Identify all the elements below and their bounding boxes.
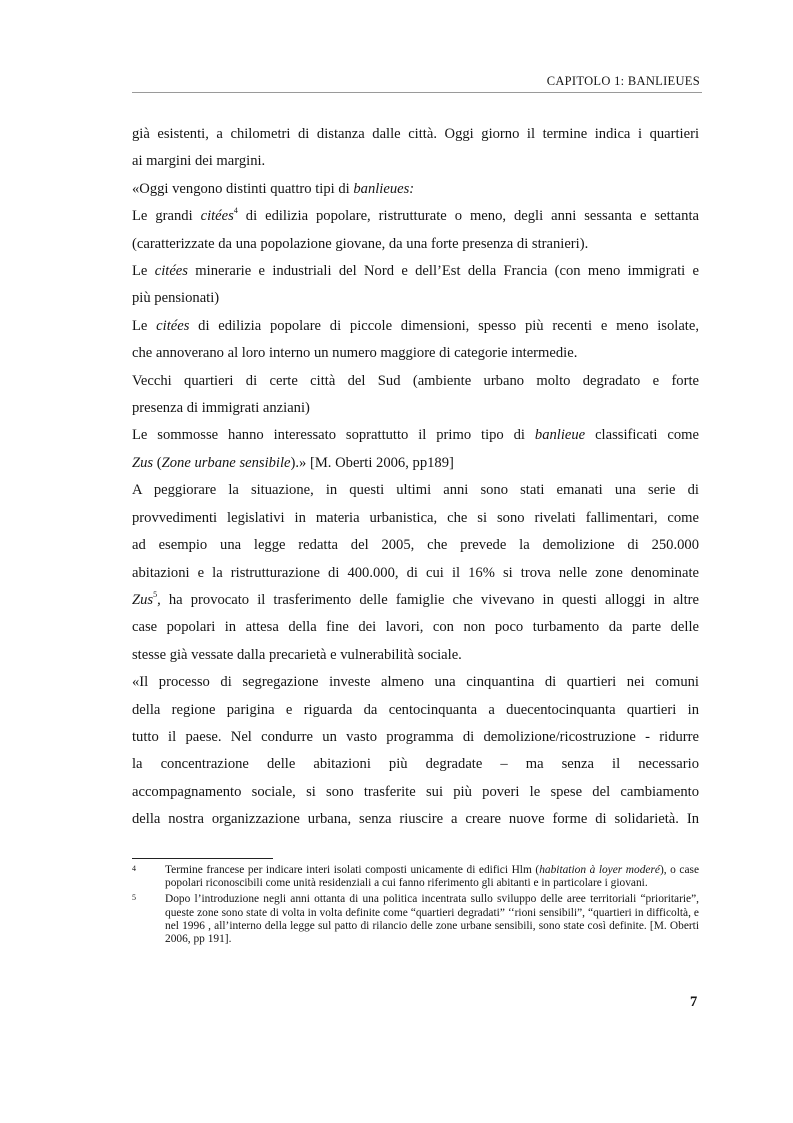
- paragraph-line: della regione parigina e riguarda da centocinquanta a duecentocinquanta quartieri in: [132, 701, 699, 718]
- paragraph-line: più pensionati): [132, 290, 220, 307]
- body-text: [132, 121, 699, 834]
- paragraph-line: (caratterizzate da una popolazione giovane, da una forte presenza di stranieri).: [132, 235, 589, 252]
- paragraph-line: A peggiorare la situazione, in questi ultimi anni sono stati emanati una serie di: [132, 482, 699, 499]
- paragraph-line: già esistenti, a chilometri di distanza dalle città. Oggi giorno il termine indica i quartieri: [132, 126, 699, 142]
- header-rule: [132, 92, 702, 93]
- paragraph-line: Le grandi citées$^4$ di edilizia popolare, ristrutturate o meno, degli anni sessanta e settanta: [132, 206, 699, 225]
- paragraph-line: tutto il paese. Nel condurre un vasto programma di demolizione/ricostruzione - ridurre: [132, 728, 699, 745]
- footnote-ref-5: 5: [153, 590, 158, 600]
- footnote-separator: [132, 858, 273, 859]
- paragraph-line: abitazioni e la ristrutturazione di 400.000, di cui il 16% si trova nelle zone denominate: [132, 564, 699, 581]
- footnote-4: 4 Termine francese per indicare interi isolati composti unicamente di edifici Hlm (habitation à loyer moderé), o case popolari riconoscibili come unità residenziali a cui fanno riferimento gli abitanti e in particolare i giovani.: [132, 864, 699, 890]
- paragraph-line: Le sommosse hanno interessato soprattutto il primo tipo di banlieue classificati come: [132, 427, 699, 444]
- paragraph-line: Le citées minerarie e industriali del Nord e dell’Est della Francia (con meno immigrati e: [132, 263, 699, 280]
- paragraph-line: Zus$^5$, ha provocato il trasferimento delle famiglie che vivevano in questi alloggi in altre: [132, 590, 699, 608]
- paragraph-line: Vecchi quartieri di certe città del Sud (ambiente urbano molto degradato e forte: [132, 372, 699, 389]
- running-header: CAPITOLO 1: BANLIEUES: [546, 74, 700, 88]
- paragraph-line: che annoverano al loro interno un numero maggiore di categorie intermedie.: [132, 345, 578, 362]
- paragraph-line: stesse già vessate dalla precarietà e vulnerabilità sociale.: [132, 646, 462, 663]
- paragraph-line: case popolari in attesa della fine dei lavori, con non poco turbamento da parte delle: [132, 619, 699, 636]
- paragraph-line: accompagnamento sociale, si sono trasferite sui più poveri le spese del cambiamento: [132, 783, 699, 800]
- paragraph-line: la concentrazione delle abitazioni più degradate – ma senza il necessario: [132, 756, 699, 773]
- footnote-number: 5: [132, 893, 136, 903]
- footnotes: [132, 864, 699, 949]
- footnote-ref-4: 4: [233, 206, 238, 216]
- footnote-5: 5 Dopo l’introduzione negli anni ottanta di una politica incentrata sullo sviluppo delle aree territoriali “prioritarie”, queste zone sono state di volta in volta definite come “quartieri degradati” ‘‘rioni sensibili”, “quartieri in difficoltà, e nel 1996 , all’interno della legge sul patto di rilancio delle zone urbane sensibili, sono state così definite. [M. Oberti 2006, pp 191].: [132, 893, 699, 946]
- paragraph-line: Le citées di edilizia popolare di piccole dimensioni, spesso più recenti e meno isolate,: [132, 317, 699, 334]
- paragraph-line: presenza di immigrati anziani): [132, 400, 310, 417]
- footnote-number: 4: [132, 864, 136, 873]
- paragraph-line: Zus (Zone urbane sensibile).» [M. Oberti 2006, pp189]: [132, 454, 454, 471]
- page-number: 7: [690, 994, 698, 1010]
- paragraph-line: provvedimenti legislativi in materia urbanistica, che si sono rivelati fallimentari, come: [132, 509, 699, 526]
- paragraph-line: «Oggi vengono distinti quattro tipi di banlieues:: [132, 180, 415, 197]
- paragraph-line: ai margini dei margini.: [132, 153, 266, 170]
- paragraph-line: «Il processo di segregazione investe almeno una cinquantina di quartieri nei comuni: [132, 674, 699, 691]
- paragraph-line: della nostra organizzazione urbana, senza riuscire a creare nuove forme di solidarietà. In: [132, 811, 699, 828]
- paragraph-line: ad esempio una legge redatta del 2005, che prevede la demolizione di 250.000: [132, 537, 699, 554]
